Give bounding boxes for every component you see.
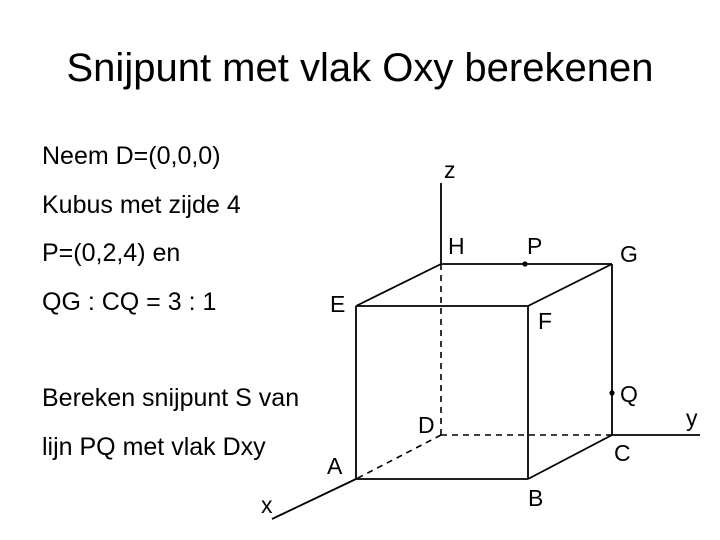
- given-point-p: P=(0,2,4) en: [42, 239, 181, 267]
- edge-gf: [528, 264, 612, 306]
- edge-da: [356, 435, 441, 479]
- vertex-label-a: A: [327, 453, 343, 479]
- vertex-label-c: C: [614, 440, 631, 466]
- given-origin: Neem D=(0,0,0): [42, 142, 221, 170]
- point-label-p: P: [527, 233, 543, 259]
- point-label-q: Q: [620, 381, 638, 407]
- point-p-dot: [522, 261, 527, 266]
- task-line-1: Bereken snijpunt S van: [42, 384, 300, 412]
- vertex-label-g: G: [620, 241, 638, 267]
- vertex-label-d: D: [418, 412, 435, 438]
- slide-title: Snijpunt met vlak Oxy berekenen: [66, 46, 654, 90]
- vertex-label-e: E: [330, 291, 346, 317]
- vertex-label-b: B: [528, 485, 544, 511]
- given-cube-side: Kubus met zijde 4: [42, 190, 241, 219]
- vertex-label-h: H: [448, 233, 465, 259]
- point-q-dot: [609, 390, 614, 395]
- vertex-label-f: F: [538, 308, 553, 334]
- y-axis-label: y: [686, 405, 698, 431]
- x-axis-outer: [272, 479, 356, 519]
- given-ratio-q: QG : CQ = 3 : 1: [42, 287, 217, 316]
- task-line-2: lijn PQ met vlak Dxy: [42, 432, 266, 461]
- edge-he: [356, 264, 441, 306]
- edge-bc: [528, 435, 612, 479]
- z-axis-label: z: [444, 157, 456, 183]
- x-axis-label: x: [261, 492, 273, 518]
